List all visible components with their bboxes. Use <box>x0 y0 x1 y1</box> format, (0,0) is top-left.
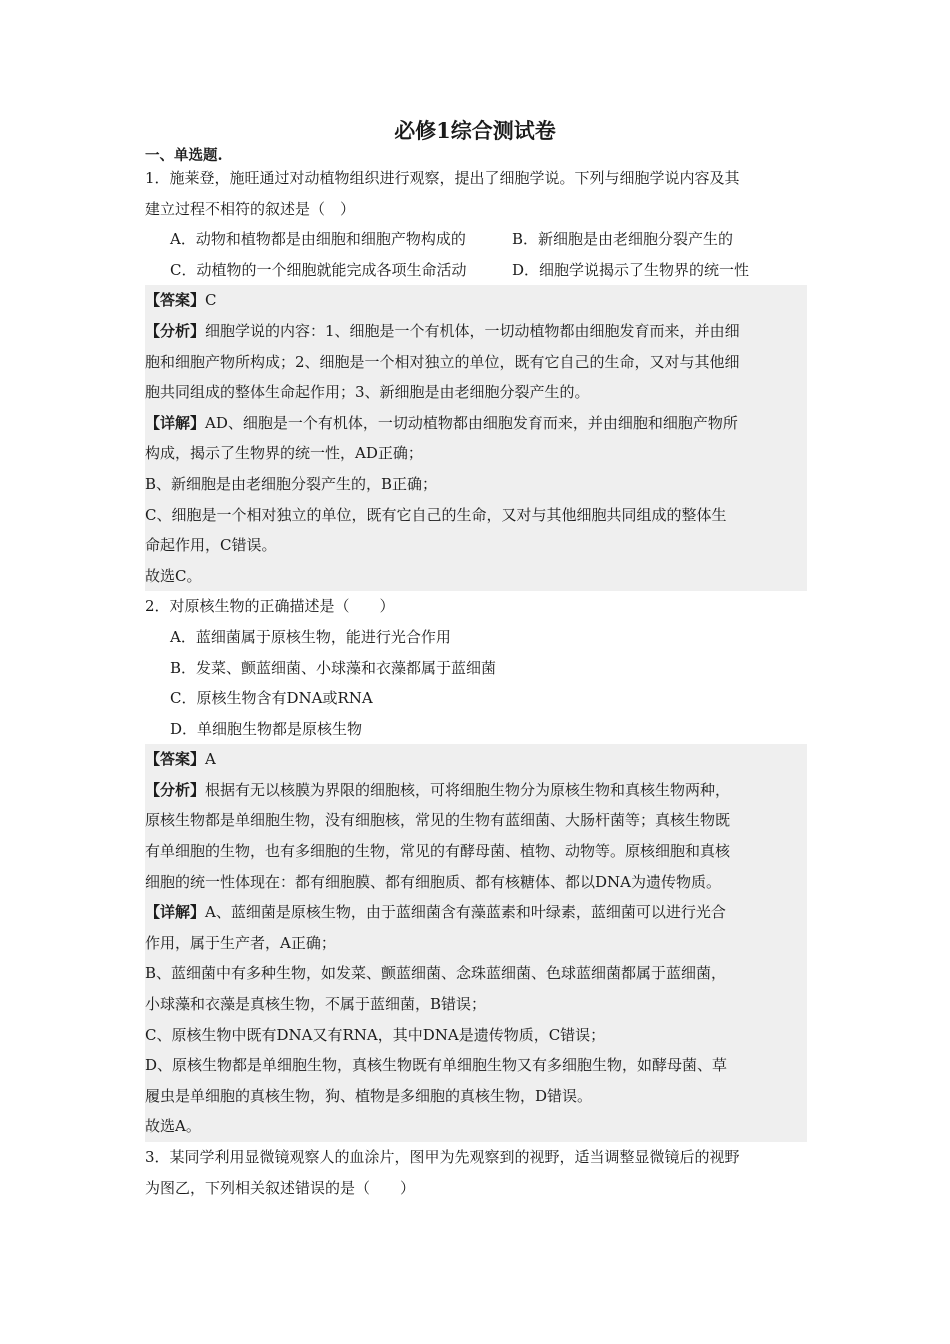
analysis-tag: 【分析】 <box>145 780 206 799</box>
detail-text: A、蓝细菌是原核生物，由于蓝细菌含有藻蓝素和叶绿素，蓝细菌可以进行光合 <box>205 903 726 922</box>
analysis-line: 有单细胞的生物，也有多细胞的生物，常见的有酵母菌、植物、动物等。原核细胞和真核 <box>145 842 731 861</box>
analysis-line: 胞和细胞产物所构成；2、细胞是一个相对独立的单位，既有它自己的生命，又对与其他细 <box>145 352 740 371</box>
question-stem-line: 建立过程不相符的叙述是（ ） <box>145 199 356 218</box>
question-2 <box>145 591 807 1142</box>
option-row <box>145 224 807 255</box>
conclusion-line: 故选A。 <box>145 1117 201 1136</box>
answer-value: A <box>205 750 216 769</box>
question-stem-line: 1．施莱登，施旺通过对动植物组织进行观察，提出了细胞学说。下列与细胞学说内容及其 <box>145 169 740 187</box>
option-b: B．新细胞是由老细胞分裂产生的 <box>512 230 734 249</box>
detail-line: B、蓝细菌中有多种生物，如发菜、颤蓝细菌、念珠蓝细菌、色球蓝细菌都属于蓝细菌， <box>145 964 727 983</box>
analysis-line <box>145 316 807 347</box>
question-stem-line: 2．对原核生物的正确描述是（ ） <box>145 597 395 616</box>
analysis-text: 细胞学说的内容：1、细胞是一个有机体，一切动植物都由细胞发育而来，并由细 <box>205 321 740 340</box>
answer-tag: 【答案】 <box>145 291 206 310</box>
answer-line <box>145 744 807 775</box>
option-c: C．动植物的一个细胞就能完成各项生命活动 <box>170 260 467 279</box>
option-a: A．蓝细菌属于原核生物，能进行光合作用 <box>170 627 451 646</box>
section-heading: 一、单选题. <box>145 147 223 164</box>
detail-tag: 【详解】 <box>145 413 206 432</box>
option-row <box>145 255 807 286</box>
answer-block <box>145 285 807 591</box>
analysis-tag: 【分析】 <box>145 321 206 340</box>
detail-line: C、细胞是一个相对独立的单位，既有它自己的生命，又对与其他细胞共同组成的整体生 <box>145 505 727 524</box>
question-stem-line: 为图乙，下列相关叙述错误的是（ ） <box>145 1178 416 1197</box>
analysis-line: 细胞的统一性体现在：都有细胞膜、都有细胞质、都有核糖体、都以DNA为遗传物质。 <box>145 872 721 891</box>
question-1 <box>145 163 807 591</box>
option-d: D．单细胞生物都是原核生物 <box>170 719 363 738</box>
page-title: 必修1综合测试卷 <box>394 118 556 143</box>
detail-tag: 【详解】 <box>145 903 206 922</box>
option-a: A．动物和植物都是由细胞和细胞产物构成的 <box>170 230 466 249</box>
detail-line: 作用，属于生产者，A正确； <box>145 933 336 952</box>
option-b: B．发菜、颤蓝细菌、小球藻和衣藻都属于蓝细菌 <box>170 658 497 677</box>
analysis-line: 原核生物都是单细胞生物，没有细胞核，常见的生物有蓝细菌、大肠杆菌等；真核生物既 <box>145 811 731 830</box>
option-d: D．细胞学说揭示了生物界的统一性 <box>512 260 750 279</box>
detail-line: 小球藻和衣藻是真核生物，不属于蓝细菌，B错误； <box>145 995 487 1014</box>
question-list <box>145 163 807 1203</box>
answer-block <box>145 744 807 1142</box>
question-stem-line: 3．某同学利用显微镜观察人的血涂片，图甲为先观察到的视野，适当调整显微镜后的视野 <box>145 1148 740 1166</box>
analysis-line: 胞共同组成的整体生命起作用；3、新细胞是由老细胞分裂产生的。 <box>145 383 590 402</box>
question-3 <box>145 1142 807 1203</box>
detail-line: 命起作用，C错误。 <box>145 536 277 555</box>
detail-line: D、原核生物都是单细胞生物，真核生物既有单细胞生物又有多细胞生物，如酵母菌、草 <box>145 1056 728 1075</box>
analysis-line <box>145 775 807 806</box>
detail-line: 履虫是单细胞的真核生物，狗、植物是多细胞的真核生物，D错误。 <box>145 1086 593 1105</box>
detail-line: C、原核生物中既有DNA又有RNA，其中DNA是遗传物质，C错误； <box>145 1025 606 1044</box>
detail-line: B、新细胞是由老细胞分裂产生的，B正确； <box>145 474 438 493</box>
option-c: C．原核生物含有DNA或RNA <box>170 689 373 708</box>
detail-text: AD、细胞是一个有机体，一切动植物都由细胞发育而来，并由细胞和细胞产物所 <box>205 413 738 432</box>
answer-value: C <box>205 291 217 310</box>
answer-line <box>145 285 807 316</box>
detail-line <box>145 408 807 439</box>
analysis-text: 根据有无以核膜为界限的细胞核，可将细胞生物分为原核生物和真核生物两种， <box>205 780 731 799</box>
detail-line: 构成，揭示了生物界的统一性，AD正确； <box>145 444 423 463</box>
answer-tag: 【答案】 <box>145 750 206 769</box>
detail-line <box>145 897 807 928</box>
conclusion-line: 故选C。 <box>145 566 202 585</box>
